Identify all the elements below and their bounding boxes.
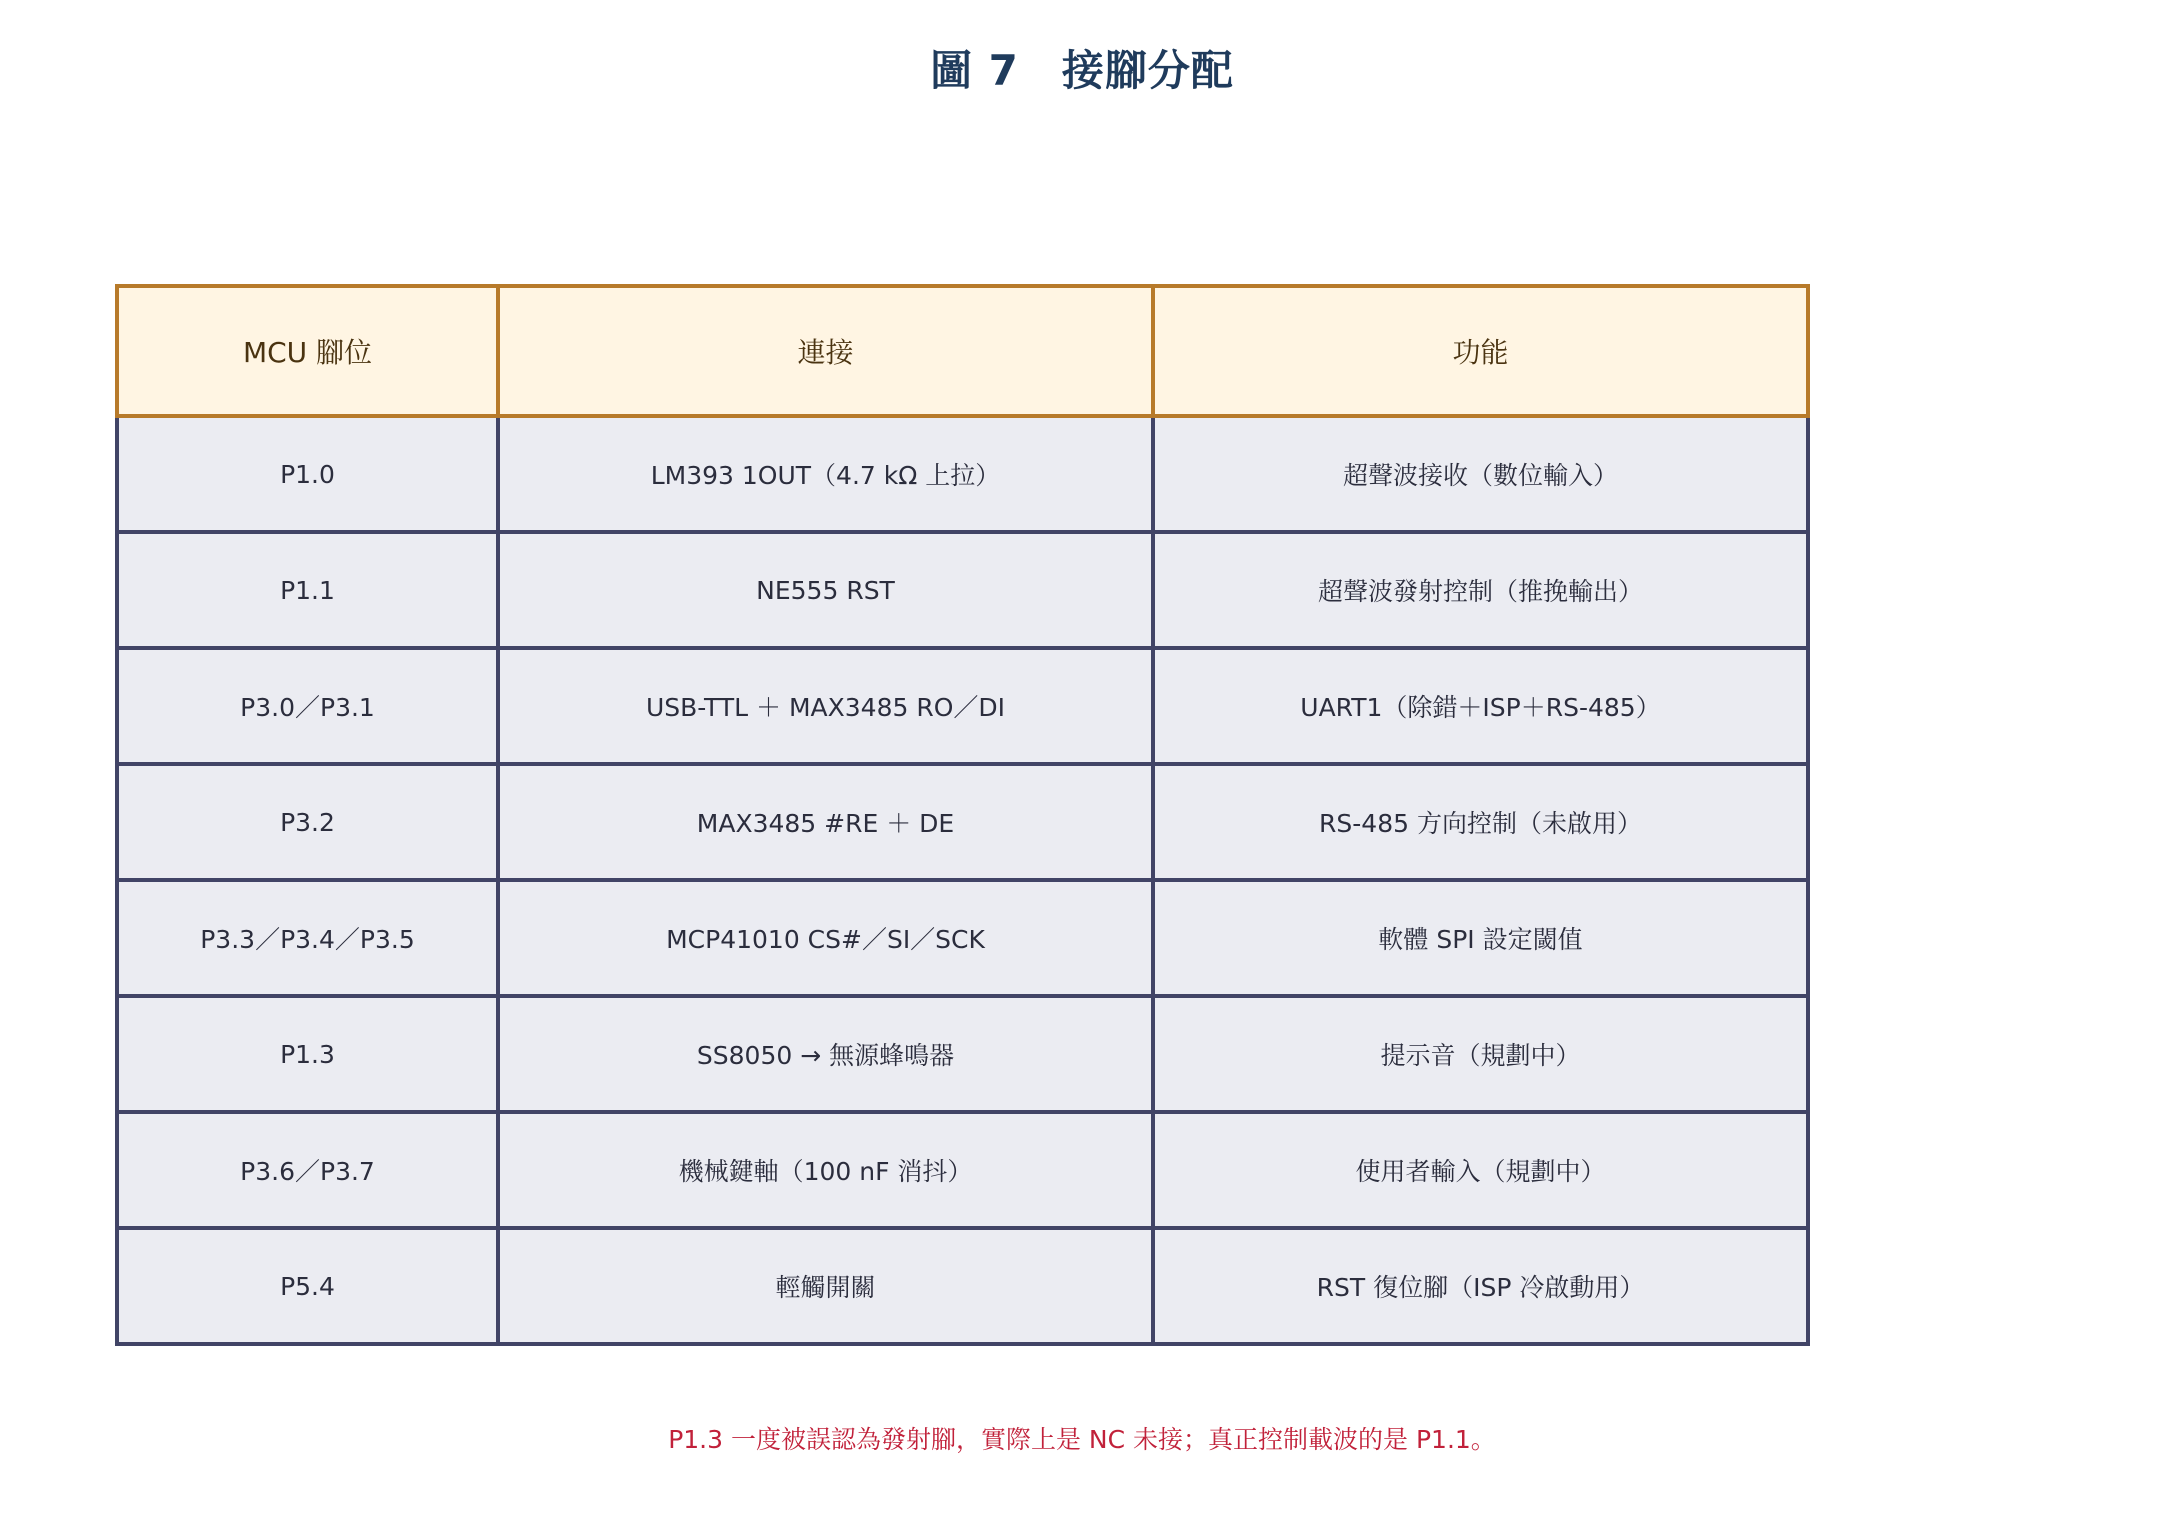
table-row <box>117 532 1808 648</box>
cell-function: 軟體 SPI 設定閾值 <box>1153 880 1808 996</box>
header-connection: 連接 <box>498 286 1153 416</box>
cell-function: UART1（除錯＋ISP＋RS-485） <box>1153 648 1808 764</box>
cell-connection: 輕觸開關 <box>498 1228 1153 1344</box>
cell-function: RST 復位腳（ISP 冷啟動用） <box>1153 1228 1808 1344</box>
cell-connection: MCP41010 CS#／SI／SCK <box>498 880 1153 996</box>
header-mcu-pin: MCU 腳位 <box>117 286 498 416</box>
table-row <box>117 996 1808 1112</box>
footnote: P1.3 一度被誤認為發射腳，實際上是 NC 未接；真正控制載波的是 P1.1。 <box>668 1425 1496 1454</box>
header-function: 功能 <box>1153 286 1808 416</box>
cell-function: 超聲波發射控制（推挽輸出） <box>1153 532 1808 648</box>
cell-function: RS-485 方向控制（未啟用） <box>1153 764 1808 880</box>
table-row <box>117 1112 1808 1228</box>
table-row <box>117 416 1808 532</box>
cell-function: 超聲波接收（數位輸入） <box>1153 416 1808 532</box>
cell-mcu-pin: P1.1 <box>117 532 498 648</box>
cell-connection: MAX3485 #RE ＋ DE <box>498 764 1153 880</box>
cell-function: 使用者輸入（規劃中） <box>1153 1112 1808 1228</box>
table-row <box>117 880 1808 996</box>
table-row <box>117 1228 1808 1344</box>
cell-connection: 機械鍵軸（100 nF 消抖） <box>498 1112 1153 1228</box>
cell-mcu-pin: P3.3／P3.4／P3.5 <box>117 880 498 996</box>
cell-connection: LM393 1OUT（4.7 kΩ 上拉） <box>498 416 1153 532</box>
pin-assignment-table <box>115 284 1810 1346</box>
figure-title: 圖 7 接腳分配 <box>930 46 1234 95</box>
table-header-row <box>117 286 1808 416</box>
cell-mcu-pin: P3.6／P3.7 <box>117 1112 498 1228</box>
cell-connection: USB-TTL ＋ MAX3485 RO／DI <box>498 648 1153 764</box>
table-row <box>117 764 1808 880</box>
cell-mcu-pin: P1.3 <box>117 996 498 1112</box>
cell-mcu-pin: P1.0 <box>117 416 498 532</box>
cell-mcu-pin: P5.4 <box>117 1228 498 1344</box>
cell-mcu-pin: P3.0／P3.1 <box>117 648 498 764</box>
cell-mcu-pin: P3.2 <box>117 764 498 880</box>
table-row <box>117 648 1808 764</box>
cell-connection: NE555 RST <box>498 532 1153 648</box>
cell-function: 提示音（規劃中） <box>1153 996 1808 1112</box>
cell-connection: SS8050 → 無源蜂鳴器 <box>498 996 1153 1112</box>
